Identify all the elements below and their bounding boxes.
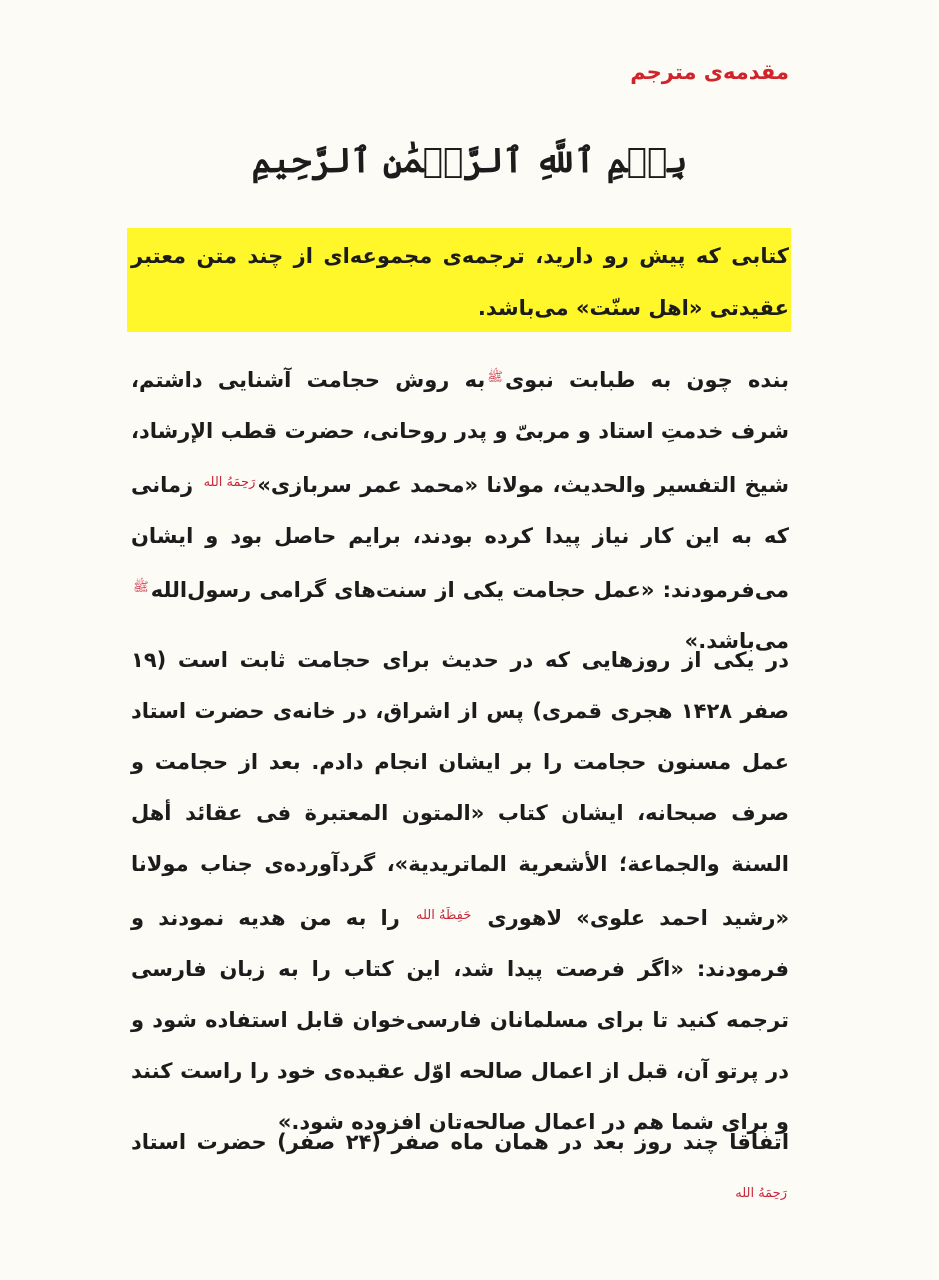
basmala-heading: بِسۡمِ ٱللَّهِ ٱلرَّحۡمَٰنِ ٱلرَّحِيمِ	[251, 141, 688, 181]
paragraph-1	[131, 352, 789, 667]
honorific-mark: رَحِمَهُ الله	[203, 475, 256, 490]
honorific-mark: ﷺ	[487, 370, 503, 385]
paragraph-2-text-a: در یکی از روزهایی که در حدیث برای حجامت ثابت است (۱۹ صفر ۱۴۲۸ هجری قمری) پس از اشراق، در خانه‌ی حضرت استاد عمل مسنون حجامت را بر ایشان انجام دادم. بعد از حجامت و صرف صبحانه، ایشان کتاب «المتون المعتبرة فی عقائد أهل السنة والجماعة؛ الأشعرية الماتريدية»، گردآورده‌ی جناب مولانا «رشید احمد علوی» لاهوری	[131, 648, 790, 930]
paragraph-1-text-a: بنده چون به طبابت نبوی	[504, 368, 789, 392]
paragraph-2-text-b: را به من هدیه نمودند و فرمودند: «اگر فرصت پیدا شد، این کتاب را به زبان فارسی ترجمه کنید تا برای مسلمانان فارسی‌خوان قابل استفاده شود و در پرتو آن، قبل از اعمال صالحه اوّل عقیده‌ی خود را راست کنند و برای شما هم در اعمال صالحه‌تان افزوده شود.»	[131, 906, 789, 1134]
honorific-mark: حَفِظَهُ الله	[416, 908, 472, 923]
chapter-title: مقدمه‌ی مترجم	[630, 60, 789, 84]
paragraph-3	[131, 1117, 789, 1222]
highlighted-sentence: کتابی که پیش رو دارید، ترجمه‌ی مجموعه‌ای از چند متن معتبر عقیدتی «اهل سنّت» می‌باشد.	[131, 244, 789, 320]
paragraph-3-text-a: اتفاقاً چند روز بعد در همان ماه صفر (۲۴ صفر) حضرت استاد	[131, 1130, 790, 1154]
paragraph-1-text-c: زمانی که به این کار نیاز پیدا کرده بودند، برایم حاصل بود و ایشان می‌فرمودند: «عمل حجامت یکی از سنت‌های گرامی رسول‌الله	[131, 473, 789, 602]
paragraph-2	[131, 635, 789, 1148]
paragraph-1-text-b: به روش حجامت آشنایی داشتم، شرف خدمتِ استاد و مربیّ و پدر روحانی، حضرت قطب الإرشاد، شیخ التفسیر والحدیث، مولانا «محمد عمر سربازی»	[131, 368, 790, 497]
honorific-mark: رَحِمَهُ الله	[735, 1186, 787, 1201]
paragraph-1-text-d: می‌باشد.»	[684, 629, 789, 653]
honorific-mark: ﷺ	[133, 580, 149, 595]
